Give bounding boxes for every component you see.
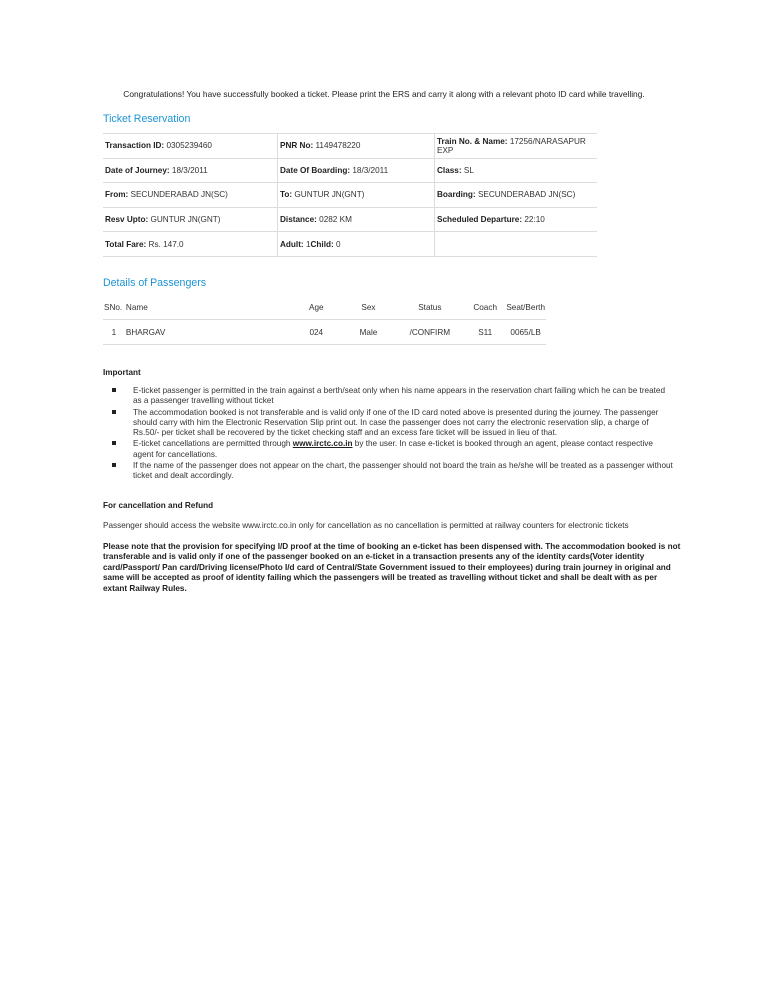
reservation-table xyxy=(103,133,597,257)
note-text: E-ticket passenger is permitted in the train against a berth/seat only when his name appears in the reservation chart failing which he can be treated as a passenger travelling without ticket xyxy=(133,386,666,406)
fare-value: Rs. 147.0 xyxy=(148,239,184,249)
table-row xyxy=(103,320,546,345)
bullet-icon xyxy=(112,441,116,445)
train-label: Train No. & Name: xyxy=(437,136,508,146)
header-sex: Sex xyxy=(342,295,394,320)
transaction-cell xyxy=(103,134,278,159)
journey-label: Date of Journey: xyxy=(105,165,170,175)
cell-seat: 0065/LB xyxy=(505,320,546,345)
passengers-table xyxy=(103,295,546,345)
header-seat: Seat/Berth xyxy=(505,295,546,320)
bullet-icon xyxy=(112,410,116,414)
cell-status: /CONFIRM xyxy=(395,320,465,345)
class-cell xyxy=(435,158,598,183)
ticket-reservation-title: Ticket Reservation xyxy=(103,113,191,125)
header-status: Status xyxy=(395,295,465,320)
note-text-before: E-ticket cancellations are permitted through xyxy=(133,439,293,449)
passenger-count-cell xyxy=(278,232,435,257)
list-item xyxy=(103,386,673,407)
reservation-row xyxy=(103,183,597,208)
distance-label: Distance: xyxy=(280,215,317,225)
pnr-label: PNR No: xyxy=(280,141,314,151)
note-text-after: by the user. In case e-ticket is booked through an agent, please contact respective agent for cancellations. xyxy=(133,439,653,459)
boarding-date-cell xyxy=(278,158,435,183)
class-value: SL xyxy=(463,165,474,175)
note-text: If the name of the passenger does not appear on the chart, the passenger should not board the train as he/she will be treated as a passenger without ticket and dealt accordingly. xyxy=(133,461,673,481)
departure-cell xyxy=(435,207,598,232)
passengers-header-row xyxy=(103,295,546,320)
fare-label: Total Fare: xyxy=(105,239,147,249)
list-item xyxy=(103,461,673,482)
resv-upto-label: Resv Upto: xyxy=(105,215,149,225)
important-notes-list xyxy=(103,386,673,483)
train-value: 17256/NARASAPUR EXP xyxy=(437,136,586,155)
departure-value: 22:10 xyxy=(524,215,545,225)
cell-sex: Male xyxy=(342,320,394,345)
reservation-row xyxy=(103,158,597,183)
child-value: 0 xyxy=(335,239,341,249)
class-label: Class: xyxy=(437,165,462,175)
note-text: The accommodation booked is not transferable and is valid only if one of the ID card noted above is presented during the journey. The passenger should carry with him the Electronic Reservation Slip print out. In case the passenger does not carry the electronic reservation slip, a charge of Rs.50/- per ticket shall be recovered by the ticket checking staff and an excess fare ticket will be issued in lieu of that. xyxy=(133,407,659,438)
resv-upto-cell xyxy=(103,207,278,232)
to-cell xyxy=(278,183,435,208)
important-heading: Important xyxy=(103,368,141,377)
distance-value: 0282 KM xyxy=(319,215,352,225)
distance-cell xyxy=(278,207,435,232)
bullet-icon xyxy=(112,463,116,467)
reservation-row xyxy=(103,207,597,232)
from-cell xyxy=(103,183,278,208)
pnr-value: 1149478220 xyxy=(315,141,361,151)
header-sno: SNo. xyxy=(103,295,125,320)
transaction-label: Transaction ID: xyxy=(105,141,165,151)
to-value: GUNTUR JN(GNT) xyxy=(294,190,365,200)
congratulations-message: Congratulations! You have successfully booked a ticket. Please print the ERS and carry it along with a relevant photo ID card while travelling. xyxy=(123,89,645,99)
reservation-row xyxy=(103,134,597,159)
journey-cell xyxy=(103,158,278,183)
cell-name: BHARGAV xyxy=(125,320,290,345)
boarding-cell xyxy=(435,183,598,208)
from-label: From: xyxy=(105,190,129,200)
child-label: Child: xyxy=(310,239,334,249)
pnr-cell xyxy=(278,134,435,159)
boarding-label: Boarding: xyxy=(437,190,476,200)
departure-label: Scheduled Departure: xyxy=(437,215,523,225)
reservation-row xyxy=(103,232,597,257)
adult-label: Adult: xyxy=(280,239,304,249)
boarding-date-label: Date Of Boarding: xyxy=(280,165,351,175)
cell-age: 024 xyxy=(290,320,342,345)
list-item xyxy=(103,408,673,439)
passengers-title: Details of Passengers xyxy=(103,277,207,289)
transaction-value: 0305239460 xyxy=(166,141,212,151)
id-proof-note: Please note that the provision for specifying I/D proof at the time of booking an e-ticket has been dispensed with. The accommodation booked is not transferable and is valid only if one of the passenger booked on an e-ticket in a transaction presents any of the identity cards(Voter identity card/Passport/ Pan card/Driving license/Photo I/d card of Central/State Government issued to their employees) during train journey in original and same will be accepted as proof of identity failing which the passengers will be treated as travelling without ticket and shall be dealt with as per extant Railway Rules. xyxy=(103,542,681,593)
train-cell xyxy=(435,134,598,159)
from-value: SECUNDERABAD JN(SC) xyxy=(130,190,228,200)
to-label: To: xyxy=(280,190,293,200)
cell-coach: S11 xyxy=(465,320,505,345)
irctc-link[interactable]: www.irctc.co.in xyxy=(292,439,353,449)
header-name: Name xyxy=(125,295,290,320)
boarding-value: SECUNDERABAD JN(SC) xyxy=(477,190,576,200)
header-age: Age xyxy=(290,295,342,320)
list-item xyxy=(103,439,673,460)
empty-cell xyxy=(435,232,598,257)
cell-sno: 1 xyxy=(103,320,125,345)
cancellation-text: Passenger should access the website www.irctc.co.in only for cancellation as no cancellation is permitted at railway counters for electronic tickets xyxy=(103,521,629,530)
header-coach: Coach xyxy=(465,295,505,320)
boarding-date-value: 18/3/2011 xyxy=(352,165,389,175)
journey-value: 18/3/2011 xyxy=(171,165,208,175)
adult-value: 1 xyxy=(305,239,311,249)
resv-upto-value: GUNTUR JN(GNT) xyxy=(150,215,221,225)
fare-cell xyxy=(103,232,278,257)
bullet-icon xyxy=(112,388,116,392)
cancellation-heading: For cancellation and Refund xyxy=(103,501,214,510)
